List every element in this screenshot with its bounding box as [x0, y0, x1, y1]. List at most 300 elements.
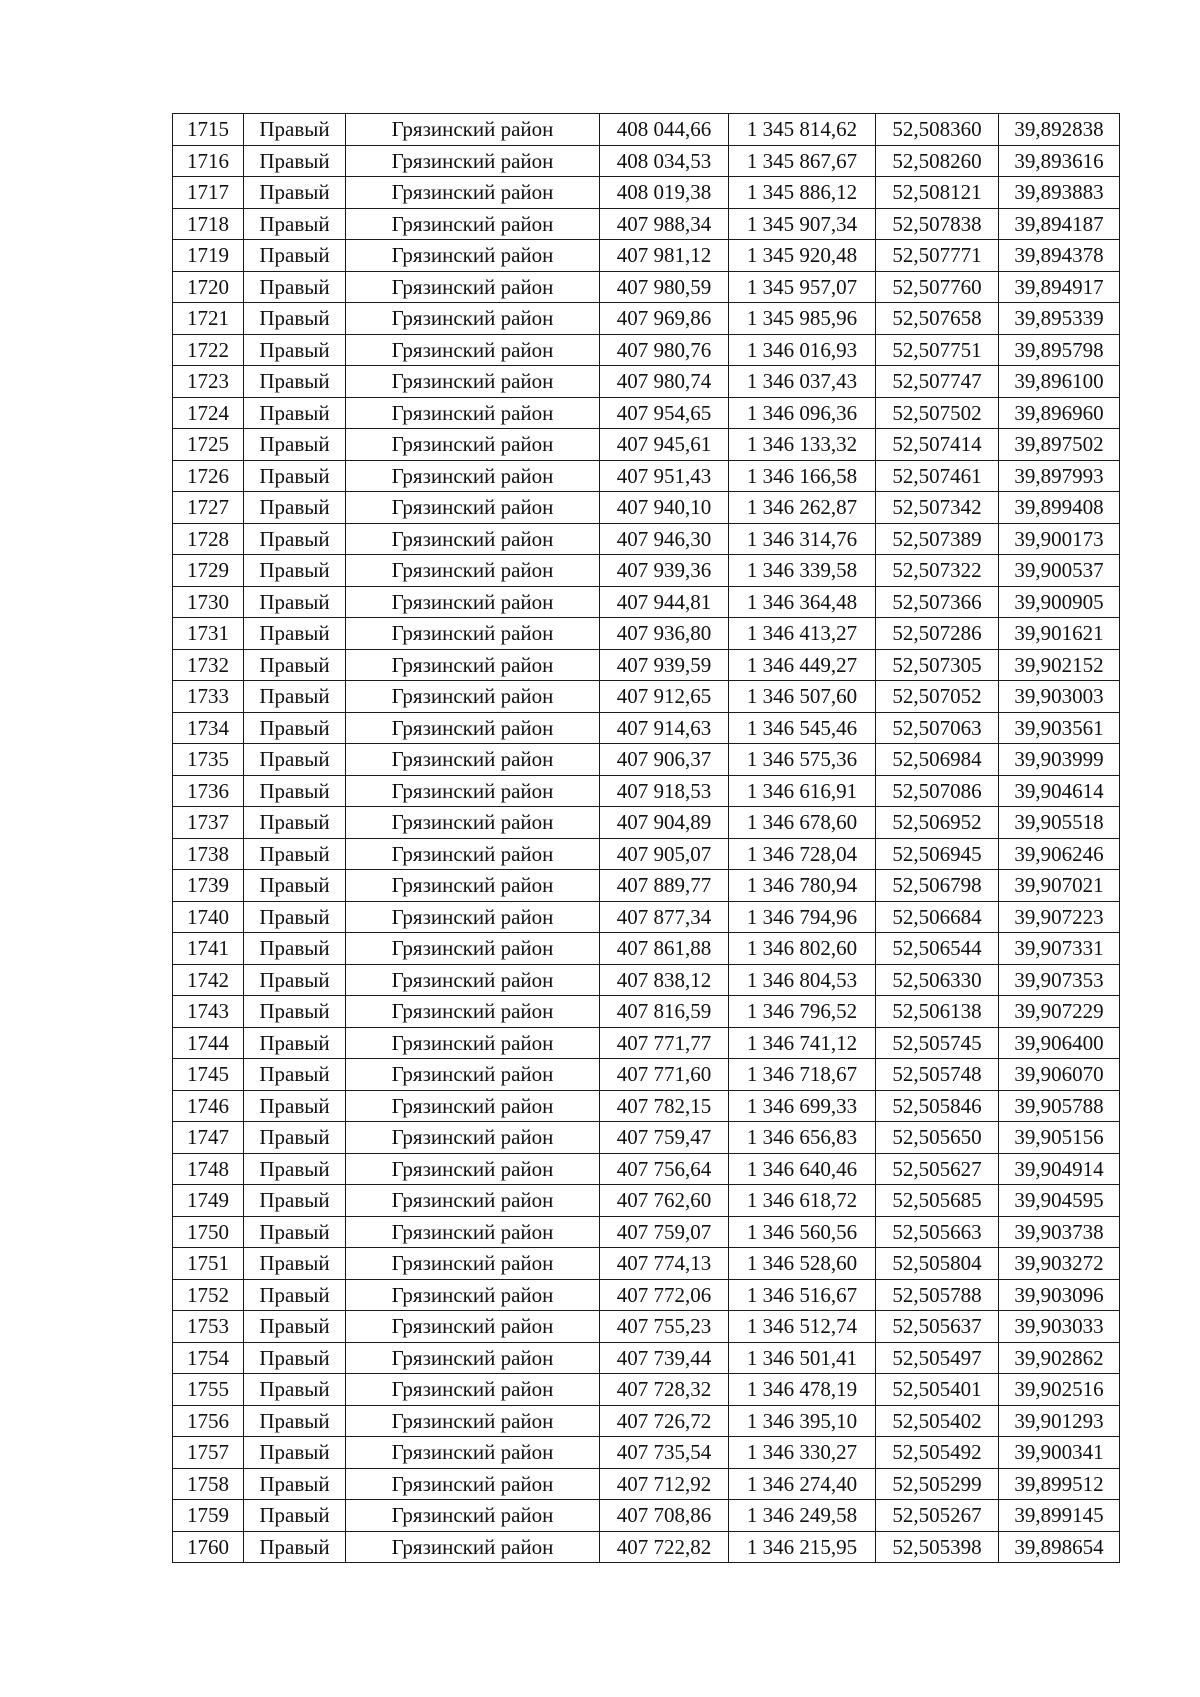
y-coordinate-cell: 1 346 215,95: [729, 1531, 876, 1563]
district-cell: Грязинский район: [346, 649, 600, 681]
table-row: [173, 870, 1120, 902]
latitude-cell: 52,505497: [876, 1342, 999, 1374]
point-number-cell: 1716: [173, 145, 244, 177]
latitude-cell: 52,506798: [876, 870, 999, 902]
x-coordinate-cell: 407 981,12: [600, 240, 729, 272]
longitude-cell: 39,899512: [999, 1468, 1120, 1500]
latitude-cell: 52,506945: [876, 838, 999, 870]
x-coordinate-cell: 407 904,89: [600, 807, 729, 839]
x-coordinate-cell: 407 988,34: [600, 208, 729, 240]
district-cell: Грязинский район: [346, 271, 600, 303]
x-coordinate-cell: 407 771,77: [600, 1027, 729, 1059]
district-cell: Грязинский район: [346, 1185, 600, 1217]
district-cell: Грязинский район: [346, 114, 600, 146]
latitude-cell: 52,505398: [876, 1531, 999, 1563]
x-coordinate-cell: 408 019,38: [600, 177, 729, 209]
x-coordinate-cell: 407 906,37: [600, 744, 729, 776]
y-coordinate-cell: 1 346 780,94: [729, 870, 876, 902]
bank-side-cell: Правый: [244, 1468, 346, 1500]
table-row: [173, 1311, 1120, 1343]
district-cell: Грязинский район: [346, 555, 600, 587]
x-coordinate-cell: 407 939,36: [600, 555, 729, 587]
district-cell: Грязинский район: [346, 366, 600, 398]
bank-side-cell: Правый: [244, 586, 346, 618]
district-cell: Грязинский район: [346, 1468, 600, 1500]
bank-side-cell: Правый: [244, 1374, 346, 1406]
table-row: [173, 114, 1120, 146]
y-coordinate-cell: 1 346 545,46: [729, 712, 876, 744]
y-coordinate-cell: 1 345 907,34: [729, 208, 876, 240]
latitude-cell: 52,507414: [876, 429, 999, 461]
bank-side-cell: Правый: [244, 838, 346, 870]
latitude-cell: 52,507305: [876, 649, 999, 681]
bank-side-cell: Правый: [244, 712, 346, 744]
district-cell: Грязинский район: [346, 1248, 600, 1280]
district-cell: Грязинский район: [346, 523, 600, 555]
latitude-cell: 52,507052: [876, 681, 999, 713]
x-coordinate-cell: 407 772,06: [600, 1279, 729, 1311]
longitude-cell: 39,894187: [999, 208, 1120, 240]
y-coordinate-cell: 1 346 575,36: [729, 744, 876, 776]
latitude-cell: 52,505804: [876, 1248, 999, 1280]
latitude-cell: 52,507747: [876, 366, 999, 398]
table-row: [173, 460, 1120, 492]
district-cell: Грязинский район: [346, 492, 600, 524]
point-number-cell: 1720: [173, 271, 244, 303]
bank-side-cell: Правый: [244, 145, 346, 177]
point-number-cell: 1739: [173, 870, 244, 902]
point-number-cell: 1737: [173, 807, 244, 839]
point-number-cell: 1742: [173, 964, 244, 996]
longitude-cell: 39,906070: [999, 1059, 1120, 1091]
latitude-cell: 52,507838: [876, 208, 999, 240]
y-coordinate-cell: 1 345 886,12: [729, 177, 876, 209]
y-coordinate-cell: 1 346 512,74: [729, 1311, 876, 1343]
bank-side-cell: Правый: [244, 114, 346, 146]
y-coordinate-cell: 1 346 395,10: [729, 1405, 876, 1437]
table-row: [173, 145, 1120, 177]
bank-side-cell: Правый: [244, 1122, 346, 1154]
y-coordinate-cell: 1 345 920,48: [729, 240, 876, 272]
y-coordinate-cell: 1 346 656,83: [729, 1122, 876, 1154]
point-number-cell: 1733: [173, 681, 244, 713]
point-number-cell: 1758: [173, 1468, 244, 1500]
y-coordinate-cell: 1 346 640,46: [729, 1153, 876, 1185]
latitude-cell: 52,507063: [876, 712, 999, 744]
bank-side-cell: Правый: [244, 1185, 346, 1217]
y-coordinate-cell: 1 346 478,19: [729, 1374, 876, 1406]
district-cell: Грязинский район: [346, 1090, 600, 1122]
y-coordinate-cell: 1 345 867,67: [729, 145, 876, 177]
latitude-cell: 52,505748: [876, 1059, 999, 1091]
y-coordinate-cell: 1 346 262,87: [729, 492, 876, 524]
x-coordinate-cell: 407 889,77: [600, 870, 729, 902]
latitude-cell: 52,507366: [876, 586, 999, 618]
bank-side-cell: Правый: [244, 334, 346, 366]
latitude-cell: 52,505650: [876, 1122, 999, 1154]
x-coordinate-cell: 407 774,13: [600, 1248, 729, 1280]
table-row: [173, 901, 1120, 933]
longitude-cell: 39,903003: [999, 681, 1120, 713]
y-coordinate-cell: 1 346 718,67: [729, 1059, 876, 1091]
longitude-cell: 39,903561: [999, 712, 1120, 744]
longitude-cell: 39,893616: [999, 145, 1120, 177]
x-coordinate-cell: 407 940,10: [600, 492, 729, 524]
y-coordinate-cell: 1 346 501,41: [729, 1342, 876, 1374]
longitude-cell: 39,896960: [999, 397, 1120, 429]
table-row: [173, 334, 1120, 366]
y-coordinate-cell: 1 346 794,96: [729, 901, 876, 933]
longitude-cell: 39,904595: [999, 1185, 1120, 1217]
latitude-cell: 52,505745: [876, 1027, 999, 1059]
bank-side-cell: Правый: [244, 870, 346, 902]
latitude-cell: 52,505402: [876, 1405, 999, 1437]
x-coordinate-cell: 407 759,47: [600, 1122, 729, 1154]
point-number-cell: 1751: [173, 1248, 244, 1280]
latitude-cell: 52,507771: [876, 240, 999, 272]
y-coordinate-cell: 1 345 957,07: [729, 271, 876, 303]
y-coordinate-cell: 1 346 796,52: [729, 996, 876, 1028]
x-coordinate-cell: 407 759,07: [600, 1216, 729, 1248]
y-coordinate-cell: 1 346 096,36: [729, 397, 876, 429]
longitude-cell: 39,893883: [999, 177, 1120, 209]
point-number-cell: 1752: [173, 1279, 244, 1311]
district-cell: Грязинский район: [346, 586, 600, 618]
longitude-cell: 39,902152: [999, 649, 1120, 681]
longitude-cell: 39,907353: [999, 964, 1120, 996]
longitude-cell: 39,898654: [999, 1531, 1120, 1563]
table-row: [173, 1216, 1120, 1248]
bank-side-cell: Правый: [244, 807, 346, 839]
district-cell: Грязинский район: [346, 429, 600, 461]
point-number-cell: 1735: [173, 744, 244, 776]
x-coordinate-cell: 407 708,86: [600, 1500, 729, 1532]
latitude-cell: 52,505267: [876, 1500, 999, 1532]
table-row: [173, 712, 1120, 744]
district-cell: Грязинский район: [346, 681, 600, 713]
latitude-cell: 52,505299: [876, 1468, 999, 1500]
point-number-cell: 1748: [173, 1153, 244, 1185]
district-cell: Грязинский район: [346, 1311, 600, 1343]
longitude-cell: 39,900905: [999, 586, 1120, 618]
point-number-cell: 1719: [173, 240, 244, 272]
district-cell: Грязинский район: [346, 618, 600, 650]
longitude-cell: 39,907229: [999, 996, 1120, 1028]
table-row: [173, 1122, 1120, 1154]
latitude-cell: 52,505685: [876, 1185, 999, 1217]
district-cell: Грязинский район: [346, 303, 600, 335]
y-coordinate-cell: 1 346 616,91: [729, 775, 876, 807]
bank-side-cell: Правый: [244, 429, 346, 461]
point-number-cell: 1749: [173, 1185, 244, 1217]
bank-side-cell: Правый: [244, 964, 346, 996]
latitude-cell: 52,506138: [876, 996, 999, 1028]
point-number-cell: 1756: [173, 1405, 244, 1437]
district-cell: Грязинский район: [346, 1437, 600, 1469]
table-row: [173, 366, 1120, 398]
district-cell: Грязинский район: [346, 1500, 600, 1532]
longitude-cell: 39,901293: [999, 1405, 1120, 1437]
district-cell: Грязинский район: [346, 870, 600, 902]
point-number-cell: 1726: [173, 460, 244, 492]
x-coordinate-cell: 407 912,65: [600, 681, 729, 713]
table-row: [173, 1405, 1120, 1437]
table-row: [173, 964, 1120, 996]
district-cell: Грязинский район: [346, 1153, 600, 1185]
longitude-cell: 39,897502: [999, 429, 1120, 461]
table-row: [173, 838, 1120, 870]
district-cell: Грязинский район: [346, 901, 600, 933]
x-coordinate-cell: 407 762,60: [600, 1185, 729, 1217]
district-cell: Грязинский район: [346, 1122, 600, 1154]
x-coordinate-cell: 407 877,34: [600, 901, 729, 933]
y-coordinate-cell: 1 346 804,53: [729, 964, 876, 996]
latitude-cell: 52,505846: [876, 1090, 999, 1122]
coordinates-table: [172, 113, 1120, 1563]
latitude-cell: 52,506684: [876, 901, 999, 933]
y-coordinate-cell: 1 346 507,60: [729, 681, 876, 713]
latitude-cell: 52,506952: [876, 807, 999, 839]
longitude-cell: 39,894378: [999, 240, 1120, 272]
bank-side-cell: Правый: [244, 271, 346, 303]
bank-side-cell: Правый: [244, 1279, 346, 1311]
bank-side-cell: Правый: [244, 1216, 346, 1248]
table-row: [173, 240, 1120, 272]
bank-side-cell: Правый: [244, 208, 346, 240]
y-coordinate-cell: 1 345 985,96: [729, 303, 876, 335]
table-row: [173, 1027, 1120, 1059]
district-cell: Грязинский район: [346, 996, 600, 1028]
table-row: [173, 492, 1120, 524]
y-coordinate-cell: 1 346 133,32: [729, 429, 876, 461]
x-coordinate-cell: 407 756,64: [600, 1153, 729, 1185]
longitude-cell: 39,905518: [999, 807, 1120, 839]
table-row: [173, 429, 1120, 461]
bank-side-cell: Правый: [244, 1500, 346, 1532]
y-coordinate-cell: 1 346 339,58: [729, 555, 876, 587]
y-coordinate-cell: 1 346 516,67: [729, 1279, 876, 1311]
longitude-cell: 39,902516: [999, 1374, 1120, 1406]
longitude-cell: 39,892838: [999, 114, 1120, 146]
longitude-cell: 39,902862: [999, 1342, 1120, 1374]
bank-side-cell: Правый: [244, 523, 346, 555]
longitude-cell: 39,903096: [999, 1279, 1120, 1311]
bank-side-cell: Правый: [244, 681, 346, 713]
bank-side-cell: Правый: [244, 1059, 346, 1091]
longitude-cell: 39,907331: [999, 933, 1120, 965]
x-coordinate-cell: 407 945,61: [600, 429, 729, 461]
bank-side-cell: Правый: [244, 1248, 346, 1280]
bank-side-cell: Правый: [244, 555, 346, 587]
latitude-cell: 52,506544: [876, 933, 999, 965]
x-coordinate-cell: 408 034,53: [600, 145, 729, 177]
district-cell: Грязинский район: [346, 712, 600, 744]
y-coordinate-cell: 1 346 449,27: [729, 649, 876, 681]
latitude-cell: 52,505492: [876, 1437, 999, 1469]
latitude-cell: 52,507086: [876, 775, 999, 807]
latitude-cell: 52,505788: [876, 1279, 999, 1311]
x-coordinate-cell: 407 954,65: [600, 397, 729, 429]
table-row: [173, 649, 1120, 681]
bank-side-cell: Правый: [244, 492, 346, 524]
x-coordinate-cell: 407 905,07: [600, 838, 729, 870]
x-coordinate-cell: 407 861,88: [600, 933, 729, 965]
x-coordinate-cell: 407 936,80: [600, 618, 729, 650]
longitude-cell: 39,903033: [999, 1311, 1120, 1343]
district-cell: Грязинский район: [346, 1531, 600, 1563]
x-coordinate-cell: 407 735,54: [600, 1437, 729, 1469]
y-coordinate-cell: 1 346 699,33: [729, 1090, 876, 1122]
district-cell: Грязинский район: [346, 807, 600, 839]
latitude-cell: 52,505637: [876, 1311, 999, 1343]
district-cell: Грязинский район: [346, 838, 600, 870]
y-coordinate-cell: 1 346 249,58: [729, 1500, 876, 1532]
bank-side-cell: Правый: [244, 303, 346, 335]
point-number-cell: 1757: [173, 1437, 244, 1469]
longitude-cell: 39,903738: [999, 1216, 1120, 1248]
x-coordinate-cell: 407 816,59: [600, 996, 729, 1028]
point-number-cell: 1734: [173, 712, 244, 744]
bank-side-cell: Правый: [244, 744, 346, 776]
x-coordinate-cell: 407 980,76: [600, 334, 729, 366]
table-row: [173, 996, 1120, 1028]
point-number-cell: 1722: [173, 334, 244, 366]
table-row: [173, 618, 1120, 650]
y-coordinate-cell: 1 346 741,12: [729, 1027, 876, 1059]
latitude-cell: 52,507760: [876, 271, 999, 303]
y-coordinate-cell: 1 346 364,48: [729, 586, 876, 618]
longitude-cell: 39,907021: [999, 870, 1120, 902]
table-row: [173, 1248, 1120, 1280]
district-cell: Грязинский район: [346, 1405, 600, 1437]
bank-side-cell: Правый: [244, 460, 346, 492]
district-cell: Грязинский район: [346, 744, 600, 776]
latitude-cell: 52,507751: [876, 334, 999, 366]
district-cell: Грязинский район: [346, 1279, 600, 1311]
x-coordinate-cell: 407 712,92: [600, 1468, 729, 1500]
point-number-cell: 1738: [173, 838, 244, 870]
table-row: [173, 1153, 1120, 1185]
table-row: [173, 1531, 1120, 1563]
point-number-cell: 1718: [173, 208, 244, 240]
longitude-cell: 39,900341: [999, 1437, 1120, 1469]
latitude-cell: 52,507502: [876, 397, 999, 429]
bank-side-cell: Правый: [244, 397, 346, 429]
table-row: [173, 1185, 1120, 1217]
point-number-cell: 1754: [173, 1342, 244, 1374]
bank-side-cell: Правый: [244, 1405, 346, 1437]
district-cell: Грязинский район: [346, 1027, 600, 1059]
district-cell: Грязинский район: [346, 775, 600, 807]
x-coordinate-cell: 407 980,59: [600, 271, 729, 303]
point-number-cell: 1740: [173, 901, 244, 933]
x-coordinate-cell: 407 951,43: [600, 460, 729, 492]
table-row: [173, 933, 1120, 965]
latitude-cell: 52,507322: [876, 555, 999, 587]
longitude-cell: 39,899408: [999, 492, 1120, 524]
latitude-cell: 52,508260: [876, 145, 999, 177]
district-cell: Грязинский район: [346, 460, 600, 492]
x-coordinate-cell: 407 969,86: [600, 303, 729, 335]
longitude-cell: 39,907223: [999, 901, 1120, 933]
longitude-cell: 39,901621: [999, 618, 1120, 650]
latitude-cell: 52,506984: [876, 744, 999, 776]
latitude-cell: 52,507461: [876, 460, 999, 492]
y-coordinate-cell: 1 346 274,40: [729, 1468, 876, 1500]
longitude-cell: 39,906246: [999, 838, 1120, 870]
district-cell: Грязинский район: [346, 240, 600, 272]
x-coordinate-cell: 407 755,23: [600, 1311, 729, 1343]
longitude-cell: 39,904614: [999, 775, 1120, 807]
longitude-cell: 39,900173: [999, 523, 1120, 555]
district-cell: Грязинский район: [346, 1216, 600, 1248]
bank-side-cell: Правый: [244, 177, 346, 209]
table-row: [173, 523, 1120, 555]
point-number-cell: 1727: [173, 492, 244, 524]
point-number-cell: 1750: [173, 1216, 244, 1248]
point-number-cell: 1743: [173, 996, 244, 1028]
table-body: [173, 114, 1120, 1563]
table-row: [173, 397, 1120, 429]
point-number-cell: 1736: [173, 775, 244, 807]
point-number-cell: 1741: [173, 933, 244, 965]
table-row: [173, 1437, 1120, 1469]
bank-side-cell: Правый: [244, 240, 346, 272]
latitude-cell: 52,508121: [876, 177, 999, 209]
point-number-cell: 1723: [173, 366, 244, 398]
x-coordinate-cell: 407 918,53: [600, 775, 729, 807]
point-number-cell: 1753: [173, 1311, 244, 1343]
table-row: [173, 177, 1120, 209]
longitude-cell: 39,900537: [999, 555, 1120, 587]
point-number-cell: 1745: [173, 1059, 244, 1091]
x-coordinate-cell: 407 944,81: [600, 586, 729, 618]
y-coordinate-cell: 1 346 560,56: [729, 1216, 876, 1248]
latitude-cell: 52,505401: [876, 1374, 999, 1406]
longitude-cell: 39,905788: [999, 1090, 1120, 1122]
district-cell: Грязинский район: [346, 1342, 600, 1374]
x-coordinate-cell: 407 939,59: [600, 649, 729, 681]
bank-side-cell: Правый: [244, 1311, 346, 1343]
y-coordinate-cell: 1 346 016,93: [729, 334, 876, 366]
point-number-cell: 1725: [173, 429, 244, 461]
latitude-cell: 52,507389: [876, 523, 999, 555]
x-coordinate-cell: 407 726,72: [600, 1405, 729, 1437]
x-coordinate-cell: 407 980,74: [600, 366, 729, 398]
district-cell: Грязинский район: [346, 208, 600, 240]
point-number-cell: 1746: [173, 1090, 244, 1122]
table-row: [173, 303, 1120, 335]
point-number-cell: 1715: [173, 114, 244, 146]
table-row: [173, 775, 1120, 807]
bank-side-cell: Правый: [244, 649, 346, 681]
bank-side-cell: Правый: [244, 1027, 346, 1059]
point-number-cell: 1759: [173, 1500, 244, 1532]
longitude-cell: 39,894917: [999, 271, 1120, 303]
y-coordinate-cell: 1 346 802,60: [729, 933, 876, 965]
district-cell: Грязинский район: [346, 397, 600, 429]
longitude-cell: 39,899145: [999, 1500, 1120, 1532]
y-coordinate-cell: 1 346 728,04: [729, 838, 876, 870]
latitude-cell: 52,507658: [876, 303, 999, 335]
point-number-cell: 1744: [173, 1027, 244, 1059]
latitude-cell: 52,505663: [876, 1216, 999, 1248]
point-number-cell: 1747: [173, 1122, 244, 1154]
table-row: [173, 208, 1120, 240]
latitude-cell: 52,506330: [876, 964, 999, 996]
y-coordinate-cell: 1 346 413,27: [729, 618, 876, 650]
y-coordinate-cell: 1 346 037,43: [729, 366, 876, 398]
